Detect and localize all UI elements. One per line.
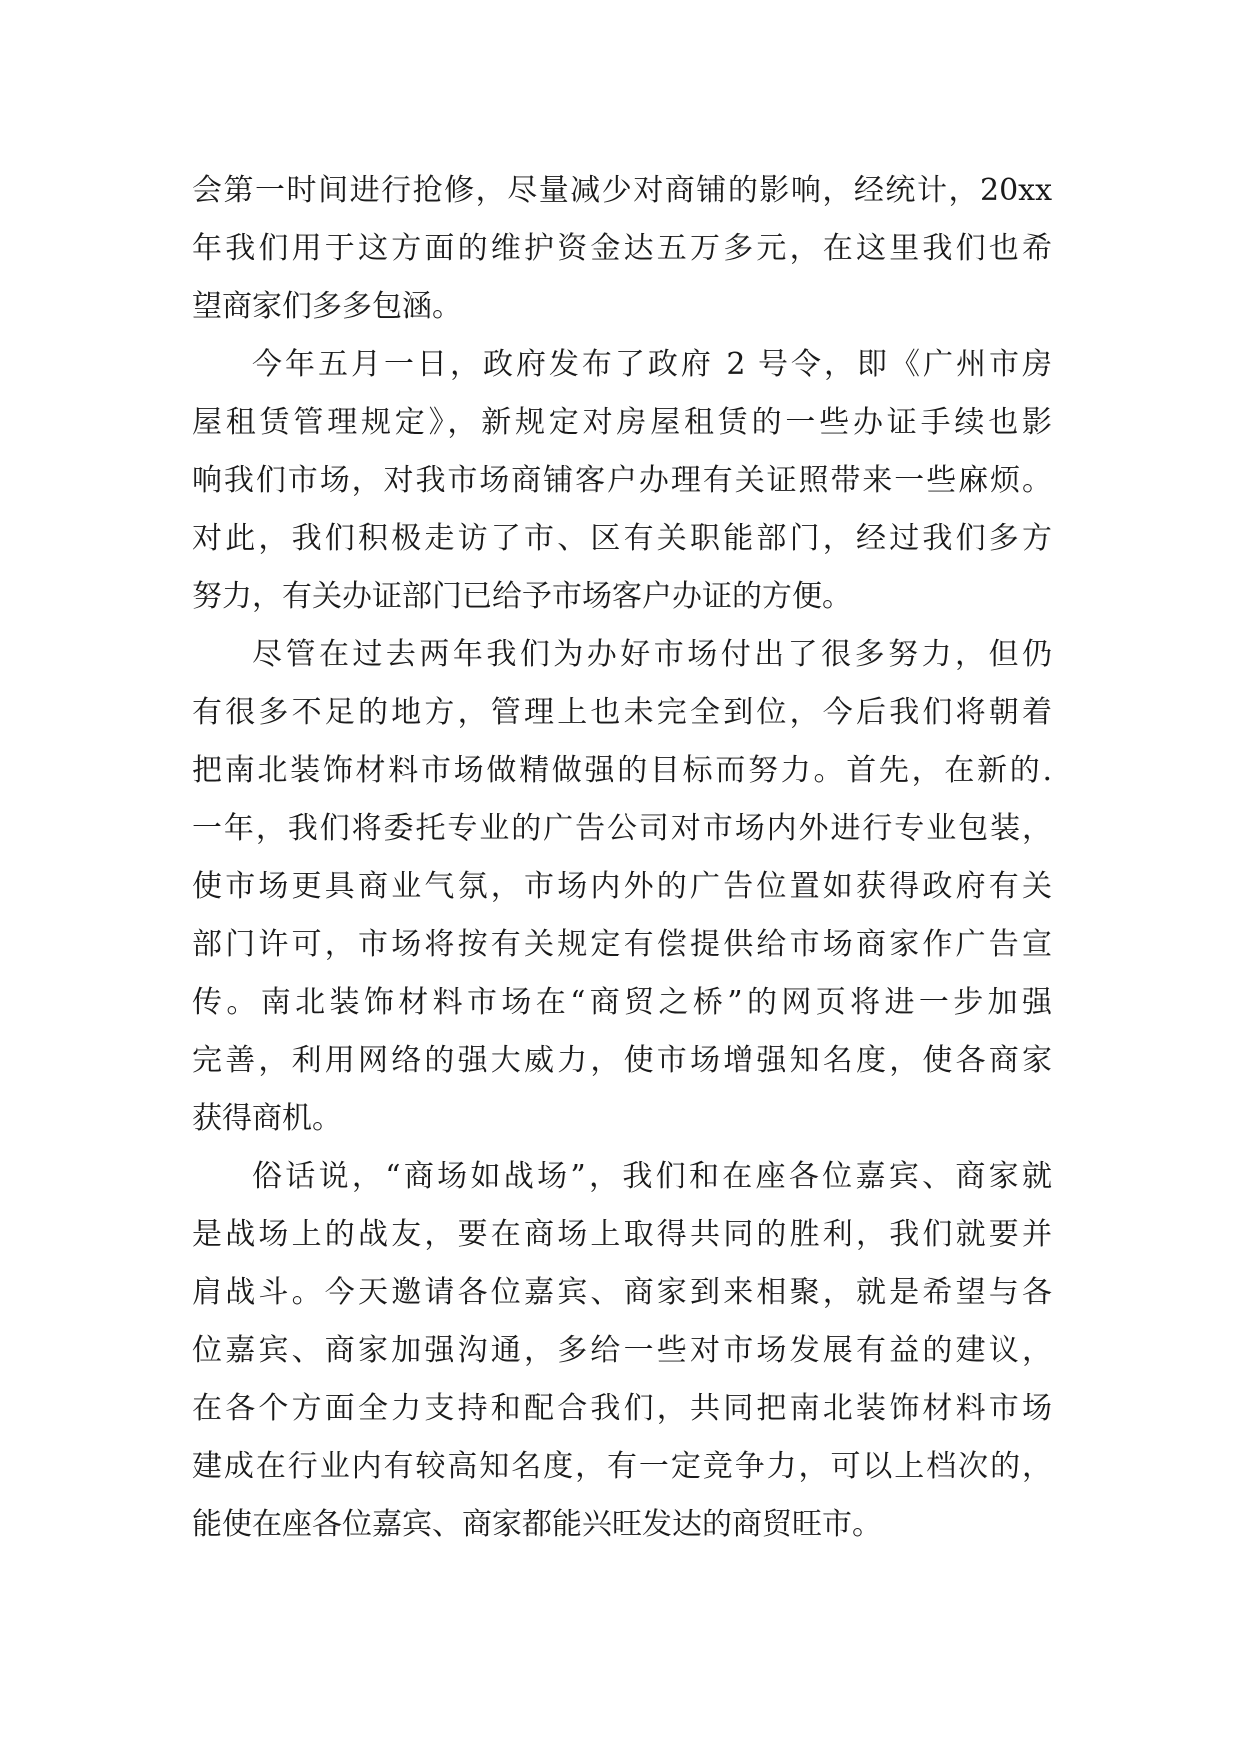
text-line: 把南北装饰材料市场做精做强的目标而努力。首先，在新的. (192, 753, 1052, 788)
text-line: 屋租赁管理规定》，新规定对房屋租赁的一些办证手续也影 (192, 405, 1052, 440)
text-line: 努力，有关办证部门已给予市场客户办证的方便。 (192, 579, 852, 614)
text-line: 有很多不足的地方，管理上也未完全到位，今后我们将朝着 (192, 695, 1052, 730)
body-text (192, 162, 1052, 1554)
text-line: 肩战斗。今天邀请各位嘉宾、商家到来相聚，就是希望与各 (192, 1275, 1052, 1310)
paragraph-2 (192, 336, 1052, 626)
text-line: 部门许可，市场将按有关规定有偿提供给市场商家作广告宣 (192, 927, 1052, 962)
text-line: 响我们市场，对我市场商铺客户办理有关证照带来一些麻烦。 (192, 463, 1052, 498)
text-line: 使市场更具商业气氛，市场内外的广告位置如获得政府有关 (192, 869, 1052, 904)
text-line: 位嘉宾、商家加强沟通，多给一些对市场发展有益的建议， (192, 1333, 1052, 1368)
text-line: 对此，我们积极走访了市、区有关职能部门，经过我们多方 (192, 521, 1052, 556)
paragraph-3 (192, 626, 1052, 1148)
paragraph-4 (192, 1148, 1052, 1554)
text-line: 今年五月一日，政府发布了政府 2 号令，即《广州市房 (252, 347, 1052, 382)
text-line: 获得商机。 (192, 1101, 342, 1136)
text-line: 俗话说，“商场如战场”，我们和在座各位嘉宾、商家就 (252, 1159, 1052, 1194)
text-line: 在各个方面全力支持和配合我们，共同把南北装饰材料市场 (192, 1391, 1052, 1426)
text-line: 尽管在过去两年我们为办好市场付出了很多努力，但仍 (252, 637, 1052, 672)
text-line: 传。南北装饰材料市场在“商贸之桥”的网页将进一步加强 (192, 985, 1052, 1020)
paragraph-1 (192, 162, 1052, 336)
text-line: 完善，利用网络的强大威力，使市场增强知名度，使各商家 (192, 1043, 1052, 1078)
text-line: 是战场上的战友，要在商场上取得共同的胜利，我们就要并 (192, 1217, 1052, 1252)
text-line: 年我们用于这方面的维护资金达五万多元，在这里我们也希 (192, 231, 1052, 266)
text-line: 望商家们多多包涵。 (192, 289, 462, 324)
text-line: 建成在行业内有较高知名度，有一定竞争力，可以上档次的， (192, 1449, 1052, 1484)
text-line: 能使在座各位嘉宾、商家都能兴旺发达的商贸旺市。 (192, 1507, 882, 1542)
text-line: 会第一时间进行抢修，尽量减少对商铺的影响，经统计，20xx (192, 173, 1052, 208)
text-line: 一年，我们将委托专业的广告公司对市场内外进行专业包装， (192, 811, 1052, 846)
